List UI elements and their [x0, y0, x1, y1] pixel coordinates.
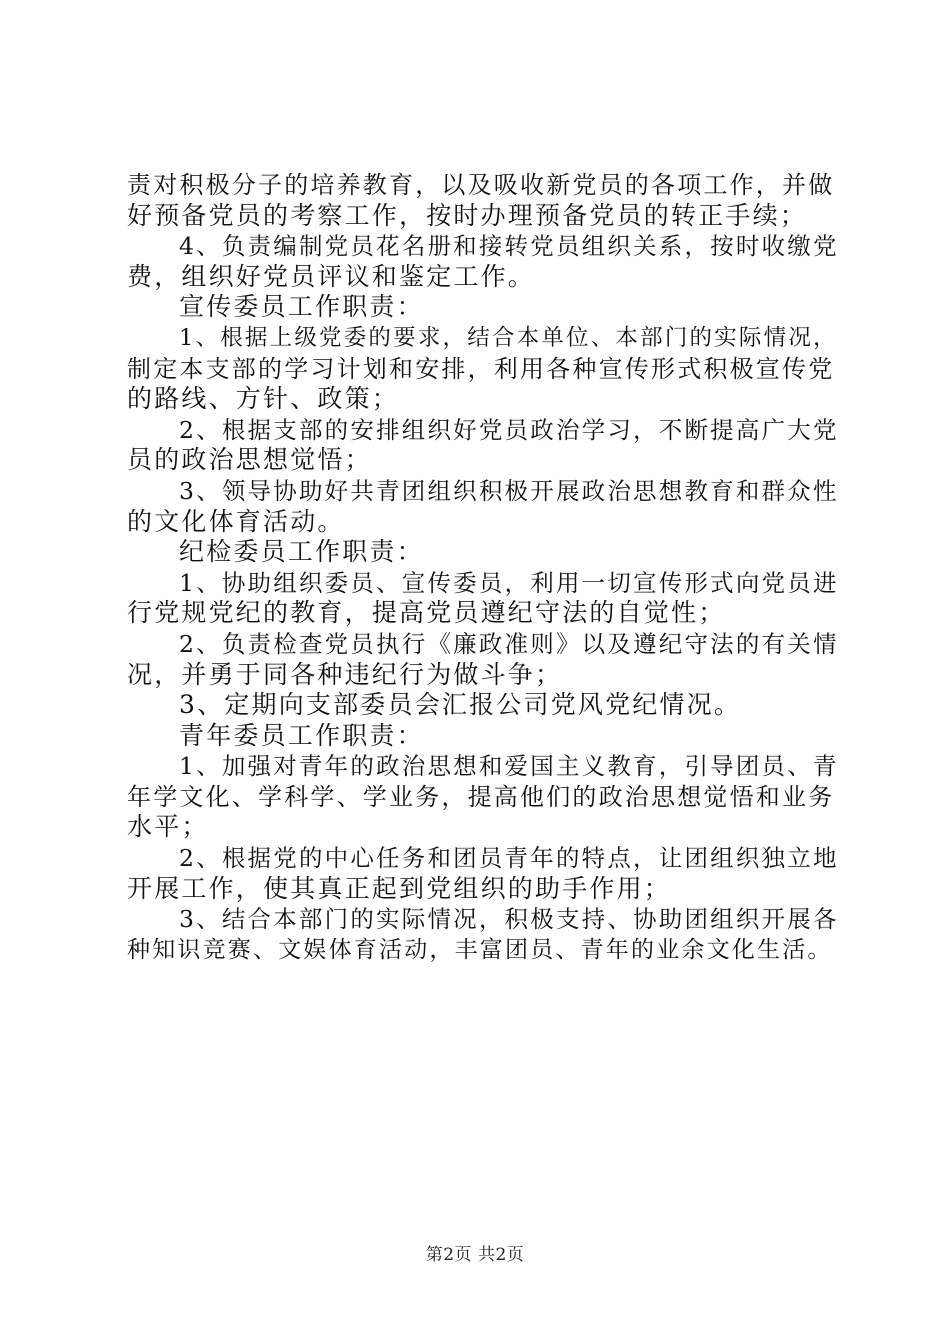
document-body [127, 170, 839, 965]
text-line: 2、根据党的中心任务和团员青年的特点，让团组织独立地 [179, 844, 839, 873]
text-line: 3、结合本部门的实际情况，积极支持、协助团组织开展各 [179, 905, 839, 934]
text-line: 1、加强对青年的政治思想和爱国主义教育，引导团员、青 [179, 752, 839, 781]
text-line: 4、负责编制党员花名册和接转党员组织关系，按时收缴党 [179, 232, 839, 261]
text-line: 的文化体育活动。 [127, 506, 345, 536]
text-line: 开展工作，使其真正起到党组织的助手作用； [127, 873, 672, 903]
text-line: 员的政治思想觉悟； [127, 445, 372, 475]
text-line: 年学文化、学科学、学业务，提高他们的政治思想觉悟和业务 [127, 782, 835, 811]
text-line: 青年委员工作职责： [179, 720, 424, 750]
text-line: 好预备党员的考察工作，按时办理预备党员的转正手续； [127, 200, 808, 230]
text-line: 费，组织好党员评议和鉴定工作。 [127, 261, 536, 291]
text-line: 1、根据上级党委的要求，结合本单位、本部门的实际情况， [179, 324, 838, 351]
text-line: 宣传委员工作职责： [179, 292, 424, 322]
text-line: 水平； [127, 812, 209, 842]
text-line: 行党规党纪的教育，提高党员遵纪守法的自觉性； [127, 598, 726, 628]
text-line: 纪检委员工作职责： [179, 537, 424, 567]
text-line: 3、领导协助好共青团组织积极开展政治思想教育和群众性 [179, 476, 839, 505]
text-line: 3、定期向支部委员会汇报公司党风党纪情况。 [179, 690, 742, 720]
text-line: 2、根据支部的安排组织好党员政治学习，不断提高广大党 [179, 415, 839, 444]
text-line: 况，并勇于同各种违纪行为做斗争； [127, 659, 563, 689]
text-line: 制定本支部的学习计划和安排，利用各种宣传形式积极宣传党 [127, 354, 835, 383]
text-line: 责对积极分子的培养教育，以及吸收新党员的各项工作，并做 [127, 171, 835, 199]
page-footer: 第2页 共2页 [425, 1245, 525, 1265]
text-line: 2、负责检查党员执行《廉政准则》以及遵纪守法的有关情 [179, 629, 839, 658]
text-line: 的路线、方针、政策； [127, 384, 400, 414]
text-line: 1、协助组织委员、宣传委员，利用一切宣传形式向党员进 [179, 568, 839, 597]
text-line: 种知识竞赛、文娱体育活动，丰富团员、青年的业余文化生活。 [127, 936, 833, 963]
